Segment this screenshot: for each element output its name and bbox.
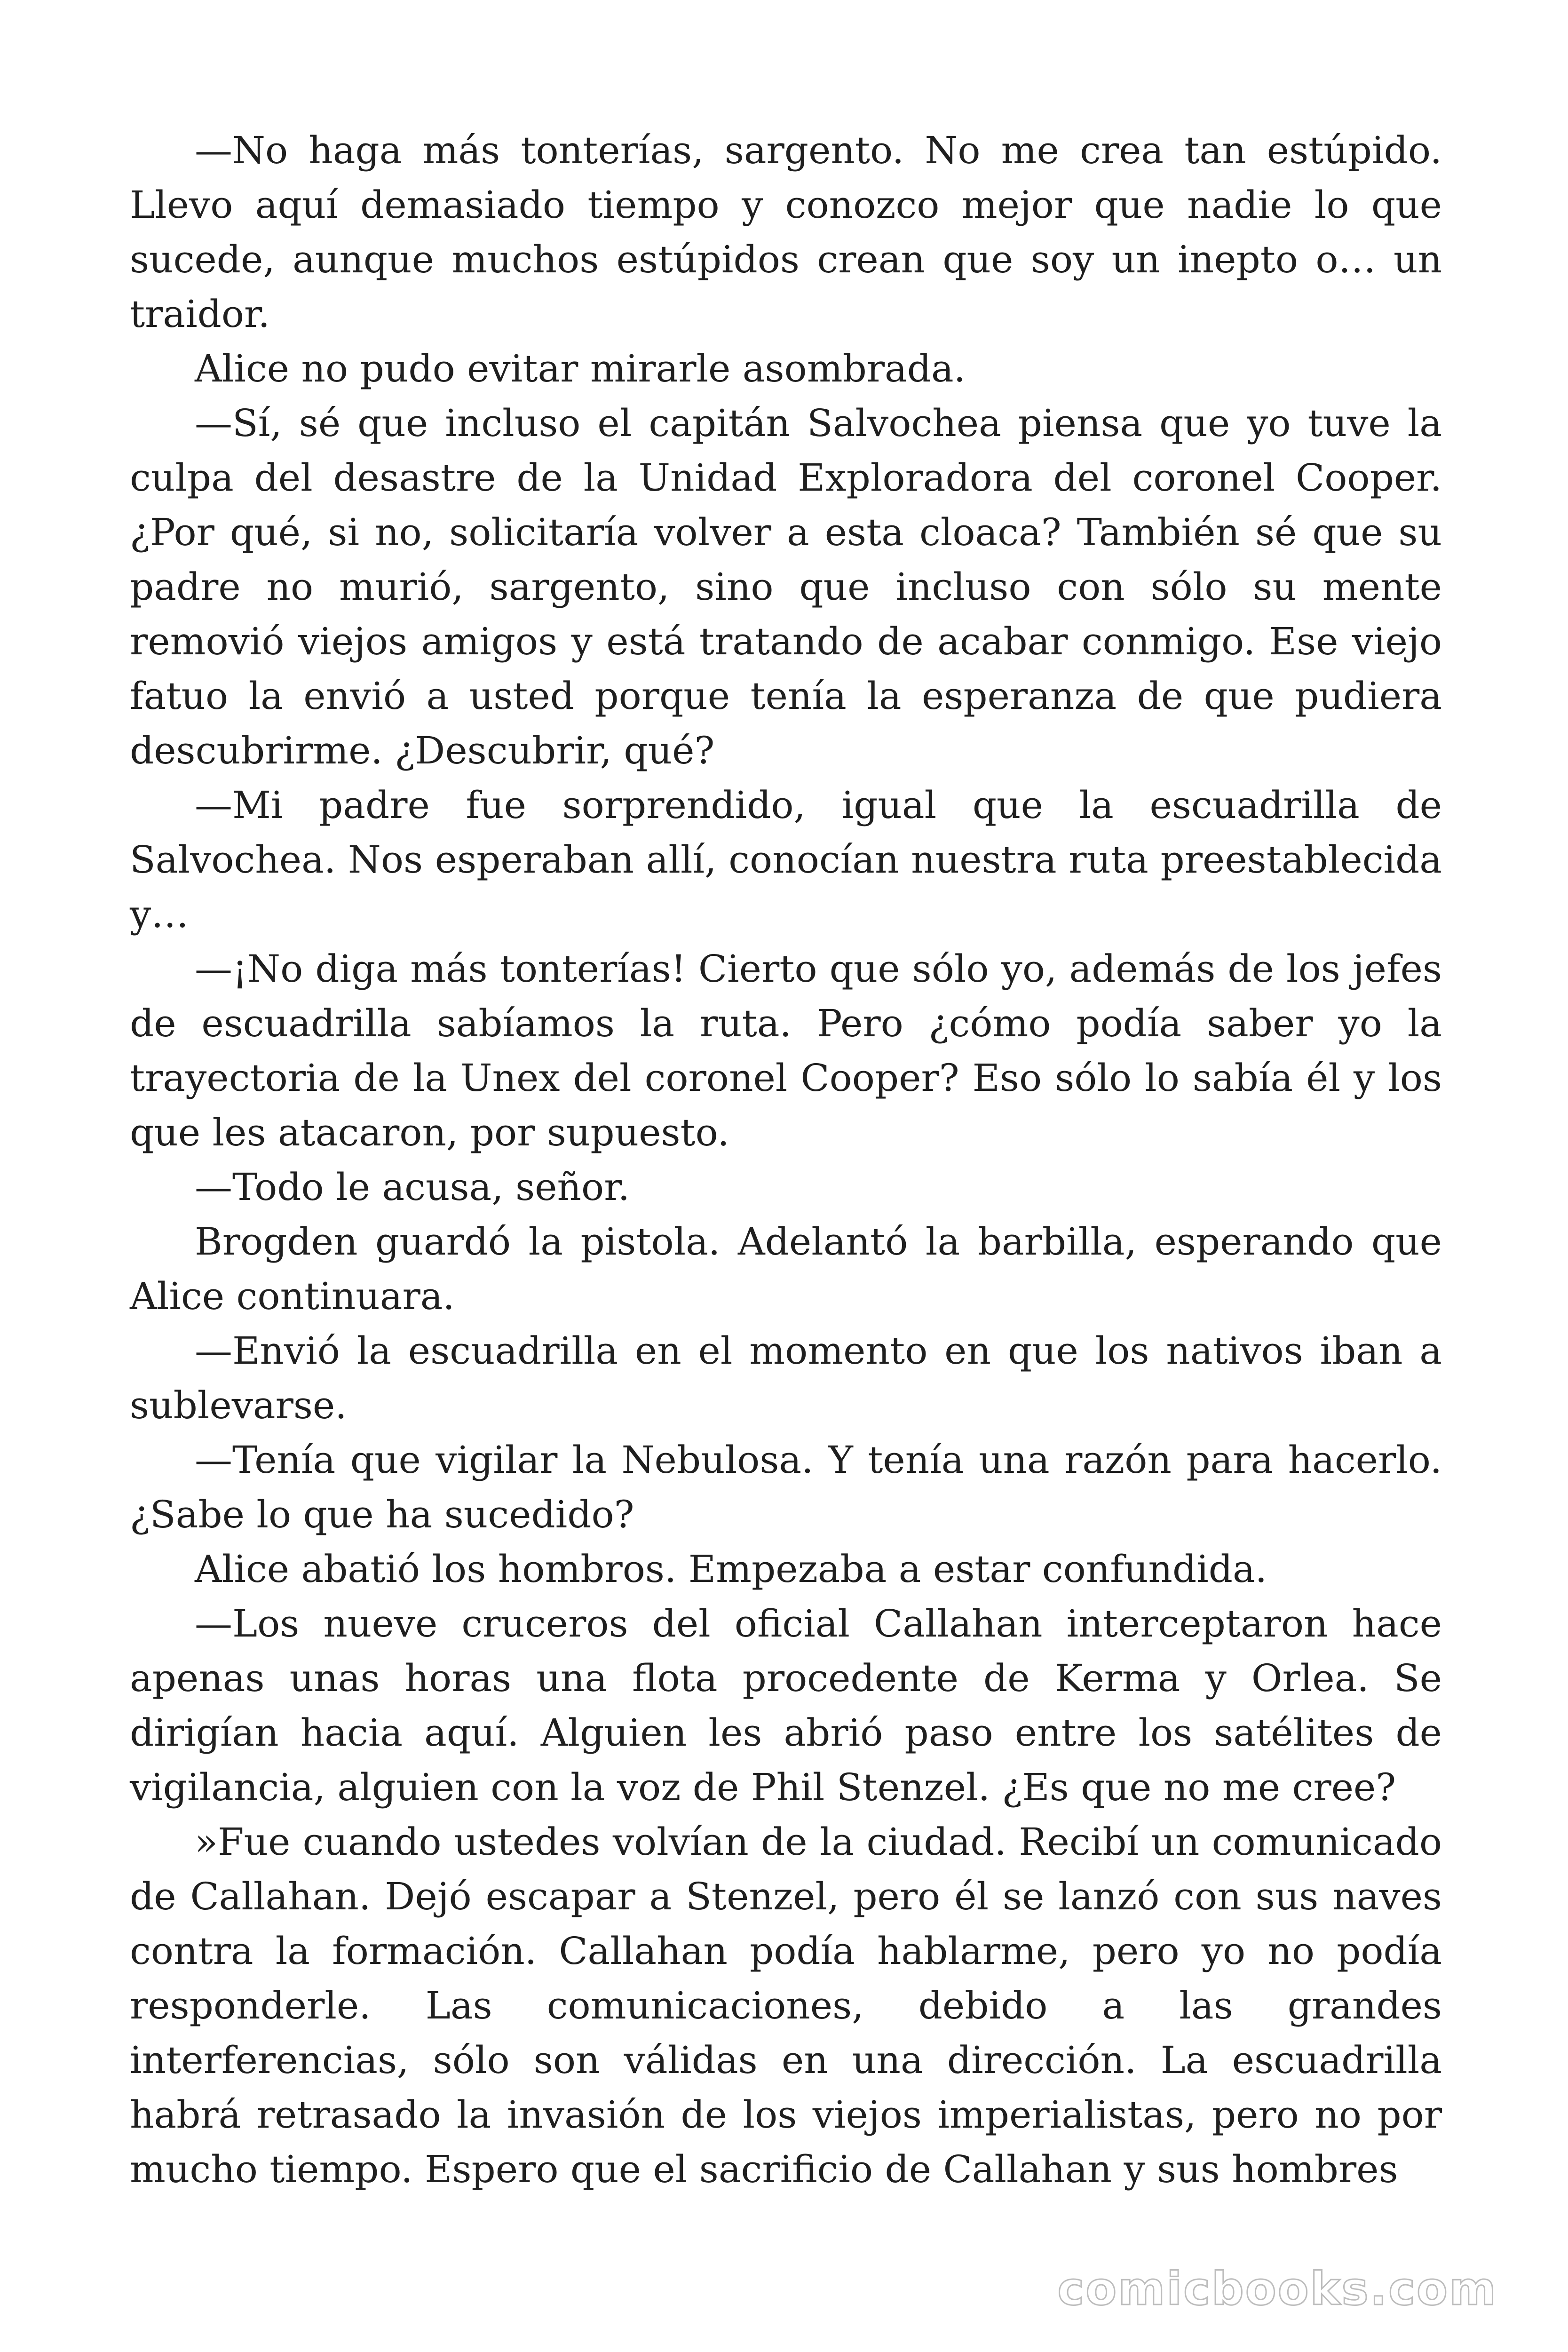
paragraph: Alice abatió los hombros. Empezaba a estar confundida. — [195, 1547, 1267, 1591]
paragraph: —Los nueve cruceros del oficial Callahan interceptaron hace apenas unas horas una flota procedente de Kerma y Orlea. Se dirigían hacia aquí. Alguien les abrió paso entre los satélites de vigilancia, alguien con la voz de Phil Stenzel. ¿Es que no me cree? — [130, 1602, 1442, 1809]
paragraph-continued: »Fue cuando ustedes volvían de la ciudad. Recibí un comunicado de Callahan. Dejó escapar a Stenzel, pero él se lanzó con sus naves contra la formación. Callahan podía hablarme, pero yo no podía responderle. Las comunicaciones, debido a las grandes interferencias, sólo son válidas en una dirección. La escuadrilla habrá retrasado la invasión de los viejos imperialistas, pero no por mucho tiempo. Espero que el sacrificio de Callahan y sus hombres — [130, 1820, 1442, 2191]
book-page-text — [130, 123, 1442, 2197]
paragraph: —Tenía que vigilar la Nebulosa. Y tenía una razón para hacerlo. ¿Sabe lo que ha sucedido? — [130, 1438, 1442, 1536]
paragraph: Brogden guardó la pistola. Adelantó la barbilla, esperando que Alice continuara. — [130, 1220, 1442, 1318]
site-watermark: comicbooks.com — [1057, 2263, 1497, 2315]
paragraph: —Sí, sé que incluso el capitán Salvochea piensa que yo tuve la culpa del desastre de la Unidad Exploradora del coronel Cooper. ¿Por qué, si no, solicitaría volver a esta cloaca? También sé que su padre no murió, sargento, sino que incluso con sólo su mente removió viejos amigos y está tratando de acabar conmigo. Ese viejo fatuo la envió a usted porque tenía la esperanza de que pudiera descubrirme. ¿Descubrir, qué? — [130, 401, 1442, 772]
paragraph: —Mi padre fue sorprendido, igual que la escuadrilla de Salvochea. Nos esperaban allí, conocían nuestra ruta preestablecida y… — [130, 783, 1442, 936]
paragraph: —Todo le acusa, señor. — [195, 1165, 630, 1209]
paragraph: Alice no pudo evitar mirarle asombrada. — [195, 347, 966, 390]
paragraph: —Envió la escuadrilla en el momento en que los nativos iban a sublevarse. — [130, 1329, 1442, 1427]
paragraph: —¡No diga más tonterías! Cierto que sólo yo, además de los jefes de escuadrilla sabíamos la ruta. Pero ¿cómo podía saber yo la trayectoria de la Unex del coronel Cooper? Eso sólo lo sabía él y los que les atacaron, por supuesto. — [130, 947, 1442, 1154]
paragraph: —No haga más tonterías, sargento. No me crea tan estúpido. Llevo aquí demasiado tiempo y conozco mejor que nadie lo que sucede, aunque muchos estúpidos crean que soy un inepto o… un traidor. — [130, 128, 1442, 336]
